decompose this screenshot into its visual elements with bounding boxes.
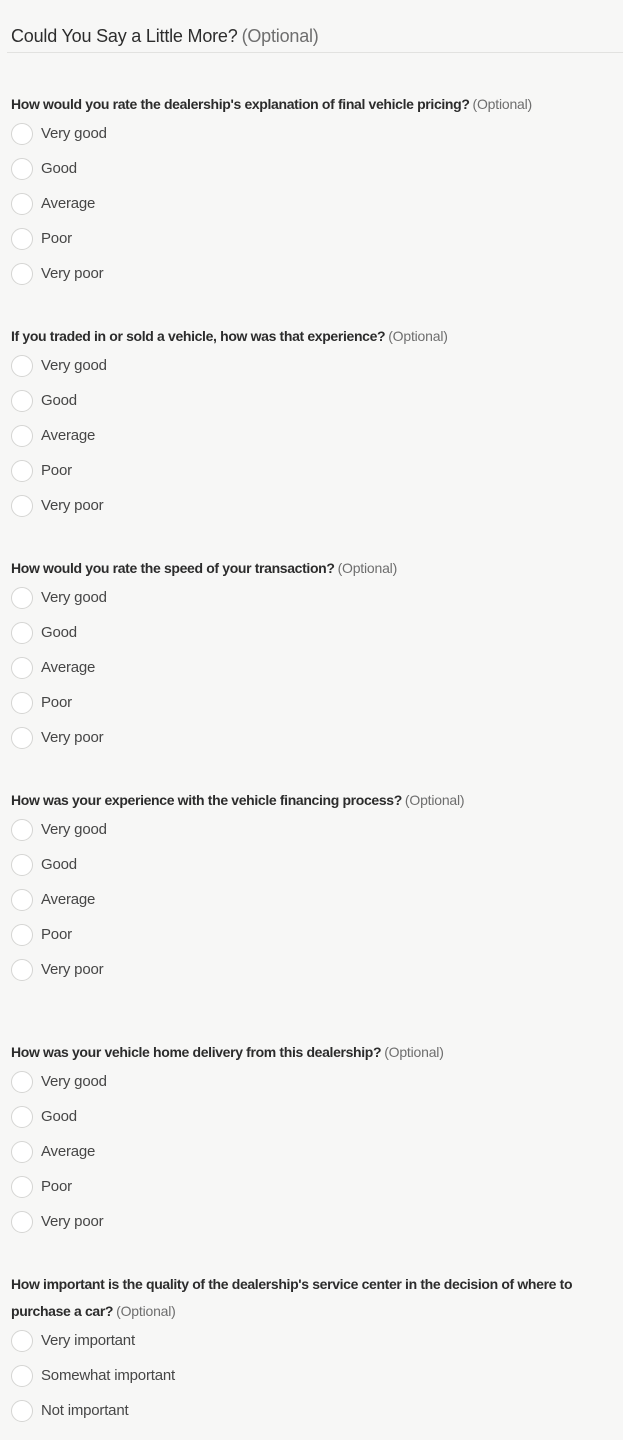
radio-option[interactable] [11, 889, 613, 911]
question-block [11, 91, 613, 285]
question-label: How was your experience with the vehicle financing process? [11, 792, 402, 808]
question-block [11, 323, 613, 517]
radio-option-label: Very poor [41, 497, 104, 514]
question-list [11, 91, 613, 1422]
question-optional-badge: (Optional) [388, 328, 448, 344]
question-title [11, 787, 613, 814]
radio-option[interactable] [11, 460, 613, 482]
radio-option[interactable] [11, 425, 613, 447]
radio-option-label: Somewhat important [41, 1367, 175, 1384]
radio-button-icon[interactable] [11, 355, 33, 377]
radio-option-label: Very good [41, 589, 107, 606]
radio-option-label: Very good [41, 357, 107, 374]
radio-option-label: Very poor [41, 961, 104, 978]
radio-option[interactable] [11, 1400, 613, 1422]
question-optional-badge: (Optional) [337, 560, 398, 576]
radio-option-label: Very poor [41, 729, 104, 746]
radio-option[interactable] [11, 1141, 613, 1163]
radio-group [11, 1071, 613, 1233]
radio-option[interactable] [11, 727, 613, 749]
radio-option[interactable] [11, 390, 613, 412]
radio-button-icon[interactable] [11, 657, 33, 679]
radio-option[interactable] [11, 193, 613, 215]
radio-option-label: Poor [41, 1178, 72, 1195]
radio-button-icon[interactable] [11, 1330, 33, 1352]
question-label: How important is the quality of the dealership's service center in the decision of where to purchase a car? [11, 1276, 573, 1319]
radio-option[interactable] [11, 1330, 613, 1352]
radio-option[interactable] [11, 263, 613, 285]
radio-button-icon[interactable] [11, 123, 33, 145]
radio-button-icon[interactable] [11, 622, 33, 644]
question-block [11, 1039, 613, 1233]
question-title [11, 323, 613, 350]
radio-option-label: Good [41, 624, 77, 641]
radio-option[interactable] [11, 819, 613, 841]
radio-option[interactable] [11, 1071, 613, 1093]
radio-option[interactable] [11, 1365, 613, 1387]
radio-button-icon[interactable] [11, 1106, 33, 1128]
radio-button-icon[interactable] [11, 819, 33, 841]
radio-group [11, 123, 613, 285]
radio-option[interactable] [11, 622, 613, 644]
radio-button-icon[interactable] [11, 1365, 33, 1387]
question-title [11, 1039, 613, 1066]
radio-button-icon[interactable] [11, 263, 33, 285]
page-title-text: Could You Say a Little More? [11, 26, 238, 46]
radio-option[interactable] [11, 1106, 613, 1128]
radio-button-icon[interactable] [11, 495, 33, 517]
question-optional-badge: (Optional) [116, 1303, 176, 1319]
radio-option-label: Poor [41, 230, 72, 247]
radio-button-icon[interactable] [11, 193, 33, 215]
page-title-optional-badge: (Optional) [241, 26, 319, 46]
radio-option-label: Very poor [41, 1213, 104, 1230]
radio-option-label: Average [41, 195, 96, 212]
radio-option-label: Good [41, 856, 77, 873]
radio-option[interactable] [11, 1176, 613, 1198]
question-optional-badge: (Optional) [404, 792, 465, 808]
question-title [11, 555, 613, 582]
radio-option-label: Average [41, 891, 96, 908]
question-label: How would you rate the speed of your transaction? [11, 560, 335, 576]
radio-group [11, 1330, 613, 1422]
question-label: How would you rate the dealership's explanation of final vehicle pricing? [11, 96, 470, 112]
radio-option-label: Good [41, 160, 77, 177]
radio-button-icon[interactable] [11, 460, 33, 482]
question-title [11, 91, 613, 118]
radio-button-icon[interactable] [11, 854, 33, 876]
radio-option-label: Very good [41, 821, 107, 838]
radio-group [11, 587, 613, 749]
radio-button-icon[interactable] [11, 1400, 33, 1422]
radio-group [11, 355, 613, 517]
radio-option[interactable] [11, 495, 613, 517]
header-divider [7, 52, 623, 53]
radio-option[interactable] [11, 657, 613, 679]
radio-option[interactable] [11, 1211, 613, 1233]
radio-button-icon[interactable] [11, 1071, 33, 1093]
radio-option-label: Average [41, 659, 96, 676]
radio-option[interactable] [11, 158, 613, 180]
radio-option[interactable] [11, 123, 613, 145]
radio-option-label: Good [41, 392, 77, 409]
radio-option[interactable] [11, 228, 613, 250]
radio-button-icon[interactable] [11, 1211, 33, 1233]
radio-button-icon[interactable] [11, 425, 33, 447]
radio-button-icon[interactable] [11, 1141, 33, 1163]
radio-button-icon[interactable] [11, 727, 33, 749]
radio-option[interactable] [11, 587, 613, 609]
radio-option-label: Good [41, 1108, 77, 1125]
radio-option-label: Very important [41, 1332, 135, 1349]
radio-option[interactable] [11, 959, 613, 981]
radio-option-label: Very good [41, 1073, 107, 1090]
question-block [11, 1271, 613, 1422]
radio-option[interactable] [11, 355, 613, 377]
radio-option-label: Average [41, 427, 96, 444]
question-label: If you traded in or sold a vehicle, how was that experience? [11, 328, 386, 344]
question-label: How was your vehicle home delivery from this dealership? [11, 1044, 382, 1060]
page-title [11, 24, 613, 48]
radio-button-icon[interactable] [11, 692, 33, 714]
radio-option-label: Poor [41, 462, 72, 479]
radio-option-label: Poor [41, 926, 72, 943]
radio-option-label: Very poor [41, 265, 104, 282]
radio-button-icon[interactable] [11, 889, 33, 911]
radio-button-icon[interactable] [11, 959, 33, 981]
question-optional-badge: (Optional) [384, 1044, 444, 1060]
radio-button-icon[interactable] [11, 158, 33, 180]
radio-group [11, 819, 613, 981]
question-optional-badge: (Optional) [472, 96, 533, 112]
radio-button-icon[interactable] [11, 390, 33, 412]
radio-option-label: Poor [41, 694, 72, 711]
radio-button-icon[interactable] [11, 1176, 33, 1198]
radio-option[interactable] [11, 854, 613, 876]
radio-button-icon[interactable] [11, 228, 33, 250]
question-title [11, 1271, 613, 1325]
radio-button-icon[interactable] [11, 924, 33, 946]
radio-option-label: Average [41, 1143, 96, 1160]
radio-option[interactable] [11, 924, 613, 946]
radio-button-icon[interactable] [11, 587, 33, 609]
radio-option[interactable] [11, 692, 613, 714]
radio-option-label: Very good [41, 125, 107, 142]
question-block [11, 555, 613, 749]
question-block [11, 787, 613, 981]
radio-option-label: Not important [41, 1402, 129, 1419]
